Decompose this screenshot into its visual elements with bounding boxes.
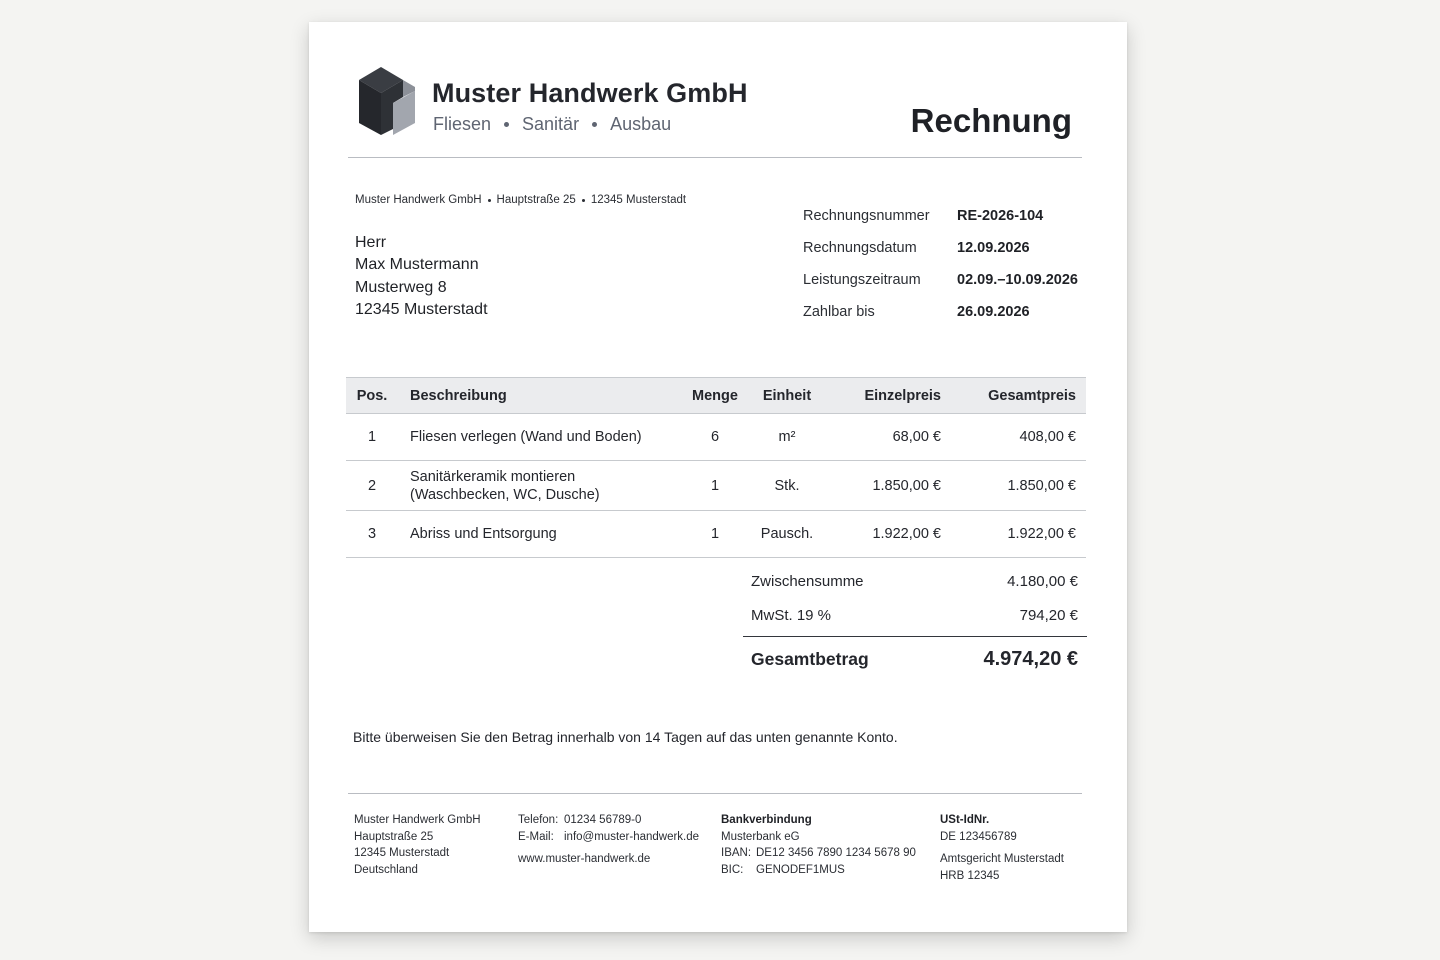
grand-total-label: Gesamtbetrag (751, 648, 869, 669)
meta-row-service-period (803, 264, 1078, 296)
company-tagline (433, 114, 671, 135)
bank-title: Bankverbindung (721, 814, 812, 826)
recipient-city: 12345 Musterstadt (355, 300, 488, 318)
footer-city: 12345 Musterstadt (354, 847, 450, 859)
phone-label: Telefon: (518, 814, 559, 826)
meta-label: Rechnungsnummer (803, 208, 930, 224)
court-registry: Amtsgericht Musterstadt (940, 853, 1064, 865)
subtotal-value: 4.180,00 € (1007, 572, 1078, 590)
table-row (346, 511, 1086, 558)
footer-contact (518, 812, 699, 868)
recipient-salutation: Herr (355, 234, 387, 251)
cell-quantity: 1 (684, 511, 746, 558)
bic-value: GENODEF1MUS (756, 863, 845, 876)
grand-total-row (743, 636, 1087, 681)
document-title: Rechnung (910, 102, 1072, 139)
invoice-date: 12.09.2026 (957, 240, 1030, 256)
company-logo (355, 67, 417, 137)
recipient-name: Max Mustermann (355, 256, 479, 274)
sender-city: 12345 Musterstadt (590, 194, 687, 206)
meta-row-invoice-date (803, 232, 1078, 264)
cell-description: Abriss und Entsorgung (398, 511, 684, 558)
column-header-unit-price: Einzelpreis (864, 387, 941, 404)
due-date: 26.09.2026 (957, 304, 1030, 320)
subtotal-label: Zwischensumme (751, 572, 864, 590)
cell-description: Fliesen verlegen (Wand und Boden) (398, 414, 684, 461)
cell-pos: 2 (346, 461, 398, 511)
meta-row-due-date (803, 296, 1078, 328)
vat-label: MwSt. 19 % (751, 606, 832, 624)
column-header-quantity: Menge (692, 387, 738, 404)
footer-street: Hauptstraße 25 (354, 830, 434, 843)
bullet-separator (504, 122, 509, 127)
commercial-register-number: HRB 12345 (940, 869, 1000, 882)
meta-label: Zahlbar bis (803, 304, 875, 320)
footer-phone (518, 812, 699, 829)
vat-id-value: DE 123456789 (940, 830, 1017, 843)
phone-number[interactable]: 01234 56789-0 (564, 814, 642, 826)
column-header-total-price: Gesamtpreis (988, 387, 1076, 404)
invoice-meta (803, 200, 1078, 328)
cell-unit-price: 1.922,00 € (828, 511, 949, 558)
cell-unit-price: 68,00 € (828, 414, 949, 461)
tagline-item: Sanitär (522, 114, 580, 134)
tagline-item: Ausbau (610, 114, 672, 134)
cell-pos: 1 (346, 414, 398, 461)
bullet-separator (582, 199, 585, 202)
sender-address-line (355, 194, 686, 206)
header-divider (348, 157, 1082, 158)
cell-quantity: 6 (684, 414, 746, 461)
footer-bank (721, 812, 916, 878)
footer-company-name: Muster Handwerk GmbH (354, 814, 481, 826)
email-link[interactable]: info@muster-handwerk.de (564, 830, 700, 843)
column-header-description: Beschreibung (410, 387, 507, 404)
cell-unit: Pausch. (746, 511, 828, 558)
footer-company-address (354, 812, 481, 878)
company-name: Muster Handwerk GmbH (432, 78, 748, 108)
column-header-pos: Pos. (356, 387, 388, 404)
cell-description: Sanitärkeramik montieren (Waschbecken, WC, Dusche) (398, 461, 684, 511)
bank-name: Musterbank eG (721, 830, 800, 843)
cell-total-price: 1.922,00 € (949, 511, 1086, 558)
sender-company: Muster Handwerk GmbH (355, 194, 482, 206)
cell-quantity: 1 (684, 461, 746, 511)
footer-email (518, 829, 699, 846)
footer-divider (348, 793, 1082, 794)
cell-unit: Stk. (746, 461, 828, 511)
recipient-address (355, 232, 488, 321)
line-items-table (346, 377, 1086, 558)
iban-label: IBAN: (721, 847, 752, 859)
service-period: 02.09.–10.09.2026 (957, 272, 1078, 288)
footer-iban (721, 845, 916, 862)
bullet-separator (592, 122, 597, 127)
footer-country: Deutschland (354, 863, 418, 876)
email-label: E-Mail: (518, 830, 554, 843)
column-header-unit: Einheit (762, 387, 812, 404)
invoice-number: RE-2026-104 (957, 208, 1044, 224)
iban-value: DE12 3456 7890 1234 5678 90 (756, 847, 916, 859)
meta-label: Leistungszeitraum (803, 272, 921, 288)
payment-note: Bitte überweisen Sie den Betrag innerhalb von 14 Tagen auf das unten genannte Konto. (353, 729, 898, 745)
cell-total-price: 1.850,00 € (949, 461, 1086, 511)
subtotal-row (743, 564, 1087, 598)
cell-pos: 3 (346, 511, 398, 558)
footer-bic (721, 862, 916, 879)
grand-total-value: 4.974,20 € (983, 647, 1078, 670)
bullet-separator (488, 199, 491, 202)
cell-unit-price: 1.850,00 € (828, 461, 949, 511)
cell-unit: m² (746, 414, 828, 461)
vat-value: 794,20 € (1019, 606, 1078, 624)
vat-id-title: USt-IdNr. (940, 814, 990, 826)
footer-legal (940, 812, 1064, 884)
table-header-row (346, 378, 1086, 414)
table-row (346, 461, 1086, 511)
invoice-sheet (309, 22, 1127, 932)
website-link[interactable]: www.muster-handwerk.de (518, 853, 651, 865)
meta-label: Rechnungsdatum (803, 240, 917, 256)
tagline-item: Fliesen (433, 114, 492, 134)
bic-label: BIC: (721, 863, 744, 876)
sender-street: Hauptstraße 25 (496, 194, 576, 206)
vat-row (743, 598, 1087, 632)
meta-row-invoice-number (803, 200, 1078, 232)
table-row (346, 414, 1086, 461)
cell-total-price: 408,00 € (949, 414, 1086, 461)
recipient-street: Musterweg 8 (355, 278, 447, 296)
totals-block (743, 564, 1087, 681)
